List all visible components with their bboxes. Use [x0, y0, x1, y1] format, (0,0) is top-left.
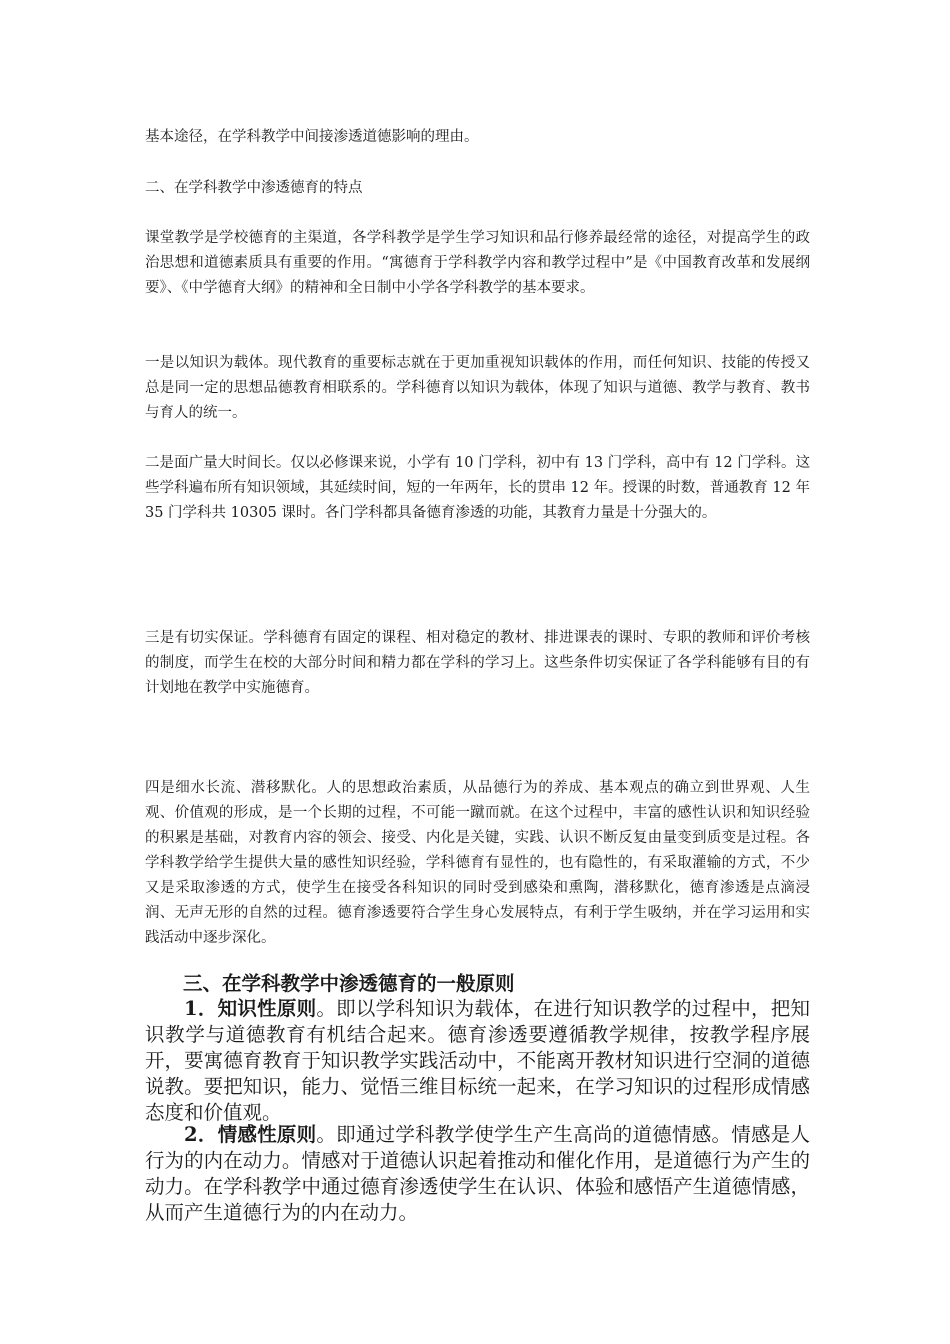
principle-emotion-title: 2．情感性原则 [184, 1123, 317, 1146]
section-heading-3: 三、在学科教学中渗透德育的一般原则 [183, 972, 515, 995]
principle-knowledge [145, 996, 810, 1126]
principle-knowledge-title: 1．知识性原则 [184, 997, 317, 1020]
principle-emotion-body: 。即通过学科教学使学生产生高尚的道德情感。情感是人行为的内在动力。情感对于道德认识起着推动和催化作用，是道德行为产生的动力。在学科教学中通过德育渗透使学生在认识、体验和感悟产生道德情感，从而产生道德行为的内在动力。 [145, 1123, 810, 1224]
paragraph-feature-one: 一是以知识为载体。现代教育的重要标志就在于更加重视知识载体的作用，而任何知识、技能的传授又总是同一定的思想品德教育相联系的。学科德育以知识为载体，体现了知识与道德、教学与教育、教书与育人的统一。 [145, 355, 810, 421]
paragraph-feature-four: 四是细水长流、潜移默化。人的思想政治素质，从品德行为的养成、基本观点的确立到世界观、人生观、价值观的形成，是一个长期的过程，不可能一蹴而就。在这个过程中，丰富的感性认识和知识经验的积累是基础，对教育内容的领会、接受、内化是关键，实践、认识不断反复由量变到质变是过程。各学科教学给学生提供大量的感性知识经验，学科德育有显性的，也有隐性的，有采取灌输的方式，不少又是采取渗透的方式，使学生在接受各科知识的同时受到感染和熏陶，潜移默化，德育渗透是点滴浸润、无声无形的自然的过程。德育渗透要符合学生身心发展特点，有利于学生吸纳，并在学习运用和实践活动中逐步深化。 [145, 780, 810, 946]
section-heading-2: 二、在学科教学中渗透德育的特点 [145, 180, 363, 196]
principle-emotion [145, 1122, 810, 1226]
paragraph-feature-two: 二是面广量大时间长。仅以必修课来说，小学有 10 门学科，初中有 13 门学科，高中有 12 门学科。这些学科遍布所有知识领域，其延续时间，短的一年两年，长的贯串 12 年。授课的时数，普通教育 12 年 35 门学科共 10305 课时。各门学科都具备德育渗透的功能，其教育力量是十分强大的。 [145, 455, 810, 521]
paragraph-classroom-teaching: 课堂教学是学校德育的主渠道，各学科教学是学生学习知识和品行修养最经常的途径，对提高学生的政治思想和道德素质具有重要的作用。“寓德育于学科教学内容和教学过程中”是《中国教育改革和发展纲要》、《中学德育大纲》的精神和全日制中小学各学科教学的基本要求。 [145, 230, 810, 296]
paragraph-feature-three: 三是有切实保证。学科德育有固定的课程、相对稳定的教材、排进课表的课时、专职的教师和评价考核的制度，而学生在校的大部分时间和精力都在学科的学习上。这些条件切实保证了各学科能够有目的有计划地在教学中实施德育。 [145, 630, 810, 696]
principle-knowledge-body: 。即以学科知识为载体，在进行知识教学的过程中，把知识教学与道德教育有机结合起来。德育渗透要遵循教学规律，按教学程序展开，要寓德育教育于知识教学实践活动中，不能离开教材知识进行空洞的道德说教。要把知识，能力、觉悟三维目标统一起来，在学习知识的过程形成情感态度和价值观。 [145, 997, 810, 1124]
paragraph-intro-tail: 基本途径，在学科教学中间接渗透道德影响的理由。 [145, 129, 479, 145]
